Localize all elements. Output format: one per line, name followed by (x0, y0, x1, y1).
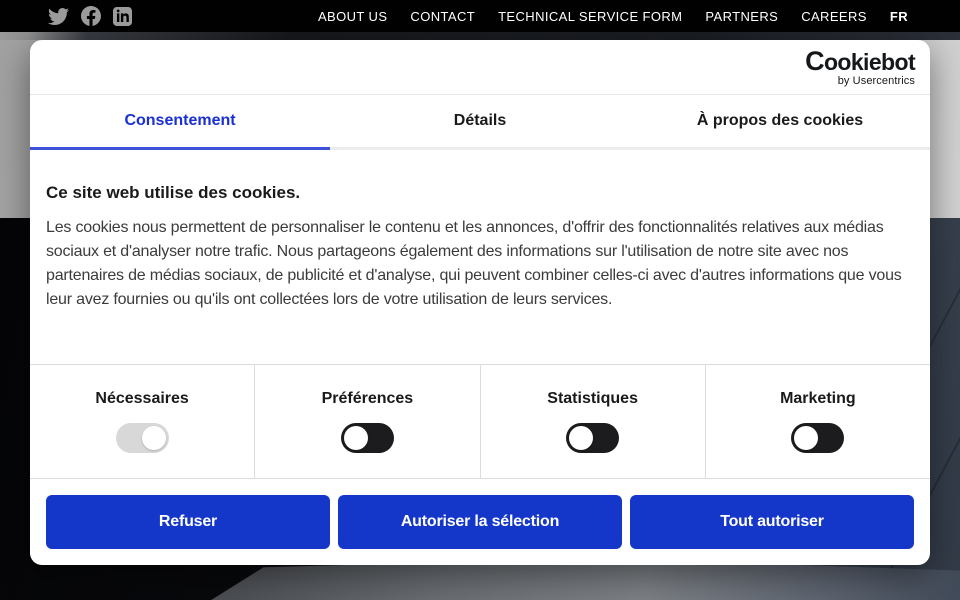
consent-content (30, 150, 930, 364)
nav-contact[interactable]: CONTACT (410, 8, 476, 24)
language-switcher[interactable]: FR (889, 8, 908, 24)
dialog-header (30, 40, 930, 95)
tab-about-cookies[interactable]: À propos des cookies (630, 95, 930, 150)
nav-partners[interactable]: PARTNERS (705, 8, 779, 24)
category-necessary (30, 365, 255, 478)
consent-heading: Ce site web utilise des cookies. (46, 183, 301, 202)
background-top-strip (0, 32, 960, 40)
toggle-preferences[interactable] (341, 423, 394, 453)
social-links (48, 6, 133, 27)
top-navigation (318, 9, 908, 24)
allow-all-button[interactable]: Tout autoriser (630, 495, 914, 549)
cookiebot-logo-text: Cookiebot (805, 45, 915, 76)
cookiebot-logo-byline: by Usercentrics (837, 74, 915, 87)
deny-button[interactable]: Refuser (46, 495, 330, 549)
category-necessary-label: Nécessaires (95, 390, 189, 407)
nav-technical-service-form[interactable]: TECHNICAL SERVICE FORM (498, 8, 683, 24)
topbar (0, 0, 960, 32)
toggle-knob (569, 426, 593, 450)
category-preferences-label: Préférences (321, 390, 414, 407)
tab-consent[interactable]: Consentement (30, 95, 330, 150)
cookiebot-logo (805, 45, 915, 87)
consent-actions (30, 479, 930, 565)
category-preferences (255, 365, 480, 478)
toggle-marketing[interactable] (791, 423, 844, 453)
toggle-knob (794, 426, 818, 450)
toggle-knob (142, 426, 166, 450)
nav-careers[interactable]: CAREERS (801, 8, 867, 24)
category-marketing (706, 365, 930, 478)
linkedin-icon[interactable] (112, 6, 133, 27)
toggle-statistics[interactable] (566, 423, 619, 453)
tab-bar (30, 95, 930, 150)
twitter-icon[interactable] (48, 6, 69, 27)
nav-about-us[interactable]: ABOUT US (317, 8, 388, 24)
toggle-knob (344, 426, 368, 450)
cookie-categories (30, 364, 930, 479)
category-statistics-label: Statistiques (547, 390, 638, 407)
toggle-necessary (116, 423, 169, 453)
category-marketing-label: Marketing (780, 390, 856, 407)
tab-details[interactable]: Détails (330, 95, 630, 150)
cookie-consent-dialog (30, 40, 930, 565)
facebook-icon[interactable] (80, 6, 101, 27)
allow-selection-button[interactable]: Autoriser la sélection (338, 495, 622, 549)
category-statistics (481, 365, 706, 478)
consent-description: Les cookies nous permettent de personnaliser le contenu et les annonces, d'offrir des fonctionnalités relatives aux médias sociaux et d'analyser notre trafic. Nous partageons également des informations sur l'utilisation de notre site avec nos partenaires de médias sociaux, de publicité et d'analyse, qui peuvent combiner celles-ci avec d'autres informations que vous leur avez fournies ou qu'ils ont collectées lors de votre utilisation de leurs services. (46, 219, 902, 308)
